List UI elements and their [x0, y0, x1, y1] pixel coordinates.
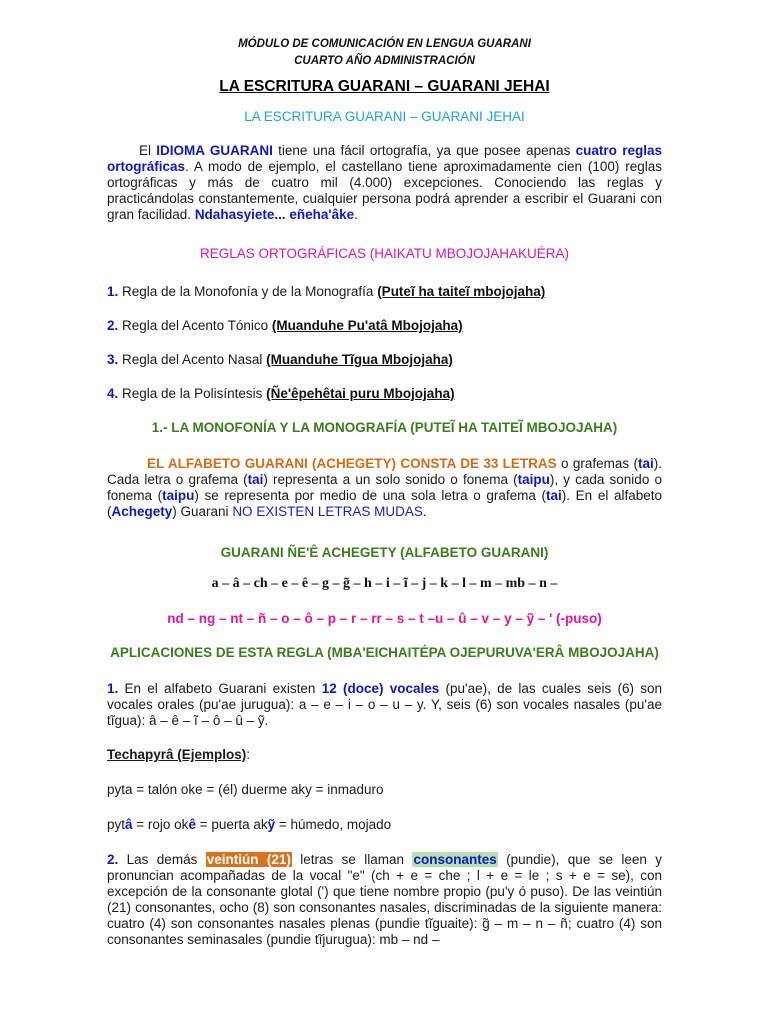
examples-label	[107, 747, 662, 763]
intro-emphasis: IDIOMA GUARANI	[156, 143, 273, 158]
paragraph-text: .	[422, 504, 427, 519]
example-line-2	[107, 817, 662, 833]
term: tai	[546, 488, 562, 503]
rule-item	[107, 318, 662, 333]
item-number: 2.	[107, 852, 119, 867]
alphabet-line-1: a – â – ch – e – ê – g – g̃ – h – i – ĩ – j – k – l – m – mb – n –	[211, 576, 558, 591]
module-header: MÓDULO DE COMUNICACIÓN EN LENGUA GUARANI	[238, 38, 531, 50]
page-title: LA ESCRITURA GUARANI – GUARANI JEHAI	[219, 78, 550, 95]
paragraph-text: ) representa a un solo sonido o fonema (	[263, 472, 518, 487]
no-silent-letters: NO EXISTEN LETRAS MUDAS	[232, 504, 423, 519]
rule-number: 2.	[107, 318, 119, 333]
alphabet-line-2: nd – ng – nt – ñ – o – ô – p – r – rr – s – t –u – û – v – y – ỹ – ' (-puso)	[167, 611, 602, 626]
rule-item	[107, 386, 662, 401]
example-text: pyt	[107, 817, 126, 832]
rule-item	[107, 284, 662, 299]
paragraph-text: ) Guarani	[172, 504, 233, 519]
intro-text: tiene una fácil ortografía, ya que posee apenas	[272, 143, 576, 158]
paragraph-text: Las demás	[118, 852, 206, 867]
examples-title: Techapyrâ (Ejemplos)	[107, 747, 247, 762]
intro-text: . A modo de ejemplo, el castellano tiene aproximadamente cien (100) reglas ortográficas y más de cuatro mil (4.000) excepciones. Conociendo las reglas y practicándolas constantemente, cualquier persona podrá aprender a escribir el Guarani con gran facilidad.	[107, 159, 662, 222]
highlight-count: veintiún (21)	[206, 852, 291, 867]
term: tai	[247, 472, 264, 487]
rule-item	[107, 352, 662, 367]
highlight-term: consonantes	[413, 852, 497, 867]
paragraph-text: ), y cada sonido o fonema (	[107, 472, 662, 503]
rule-guarani: (Ñe'êpehêtai puru Mbojojaha)	[266, 386, 455, 401]
vowels-paragraph	[107, 681, 662, 729]
example-text: = húmedo, mojado	[275, 817, 392, 832]
term: Achegety	[111, 504, 173, 519]
section-heading: 1.- LA MONOFONÍA Y LA MONOGRAFÍA (PUTEĨ HA TAITEĨ MBOJOJAHA)	[151, 420, 618, 435]
nasal-vowel: ỹ	[267, 817, 276, 832]
rule-number: 3.	[107, 352, 119, 367]
alphabet-paragraph	[107, 456, 662, 520]
rule-text: Regla de la Monofonía y de la Monografía	[118, 284, 378, 299]
term: 12 (doce) vocales	[321, 681, 440, 696]
paragraph-text: ). Cada letra o grafema (	[107, 456, 663, 487]
intro-emphasis: Ndahasyiete... eñeha'âke	[194, 207, 355, 222]
rules-heading: REGLAS ORTOGRÁFICAS (HAIKATU MBOJOJAHAKUÉRA)	[199, 246, 570, 261]
paragraph-text: (pundie), que se leen y pronuncian acompañadas de la vocal "e" (ch + e = che ; l + e = le ; s + e = se), con excepción de la consonante glotal (') que tiene nombre propio (pu'y ó puso). De las veintiún (21) consonantes, ocho (8) son consonantes nasales, discriminadas de la siguiente manera: cuatro (4) son consonantes nasales plenas (pundie tĩguaite): g̃ – m – n – ñ; cuatro (4) son consonantes seminasales (pundie tĩjurugua): mb – nd –	[107, 852, 663, 947]
nasal-vowel: â	[125, 817, 133, 832]
term: taipu	[162, 488, 195, 503]
paragraph-text: ) se representa por medio de una sola letra o grafema (	[194, 488, 547, 503]
paragraph-text: letras se llaman	[291, 852, 413, 867]
item-number: 1.	[107, 681, 119, 696]
rule-guarani: (Muanduhe Tĩgua Mbojojaha)	[266, 352, 453, 367]
rule-guarani: (Puteĩ ha taiteĩ mbojojaha)	[377, 284, 546, 299]
consonants-paragraph	[107, 852, 662, 948]
rule-text: Regla del Acento Tónico	[118, 318, 272, 333]
colon: :	[246, 747, 251, 762]
rule-text: Regla de la Polisíntesis	[118, 386, 267, 401]
term: tai	[638, 456, 654, 471]
rule-number: 4.	[107, 386, 119, 401]
example-text: = rojo ok	[132, 817, 189, 832]
intro-text: El	[139, 143, 157, 158]
alphabet-heading: GUARANI ÑE'Ê ACHEGETY (ALFABETO GUARANI)	[220, 545, 549, 560]
rule-guarani: (Muanduhe Pu'atâ Mbojojaha)	[271, 318, 463, 333]
intro-text: .	[354, 207, 358, 222]
intro-emphasis: cuatro reglas ortográficas	[107, 143, 662, 174]
term: taipu	[517, 472, 550, 487]
intro-paragraph	[107, 143, 662, 223]
document-page	[107, 0, 662, 948]
applications-heading: APLICACIONES DE ESTA REGLA (MBA'EICHAITÉPA OJEPURUVA'ERÂ MBOJOJAHA)	[110, 645, 659, 660]
example-text: = puerta ak	[195, 817, 268, 832]
rule-number: 1.	[107, 284, 119, 299]
paragraph-text: o grafemas (	[556, 456, 638, 471]
alphabet-statement: EL ALFABETO GUARANI (ACHEGETY) CONSTA DE 33 LETRAS	[147, 456, 557, 471]
course-header: CUARTO AÑO ADMINISTRACIÓN	[294, 55, 475, 67]
page-subtitle: LA ESCRITURA GUARANI – GUARANI JEHAI	[244, 109, 525, 124]
example-line-1: pyta = talón oke = (él) duerme aky = inmaduro	[107, 782, 384, 797]
nasal-vowel: ê	[188, 817, 196, 832]
rule-text: Regla del Acento Nasal	[118, 352, 267, 367]
paragraph-text: En el alfabeto Guarani existen	[118, 681, 322, 696]
paragraph-text: (pu'ae), de las cuales seis (6) son vocales orales (pu'ae jurugua): a – e – i – o – u – y. Y, seis (6) son vocales nasales (pu'ae tĩgua): â – ê – ĩ – ô – û – ỹ.	[107, 681, 662, 728]
paragraph-text: ). En el alfabeto (	[107, 488, 662, 519]
